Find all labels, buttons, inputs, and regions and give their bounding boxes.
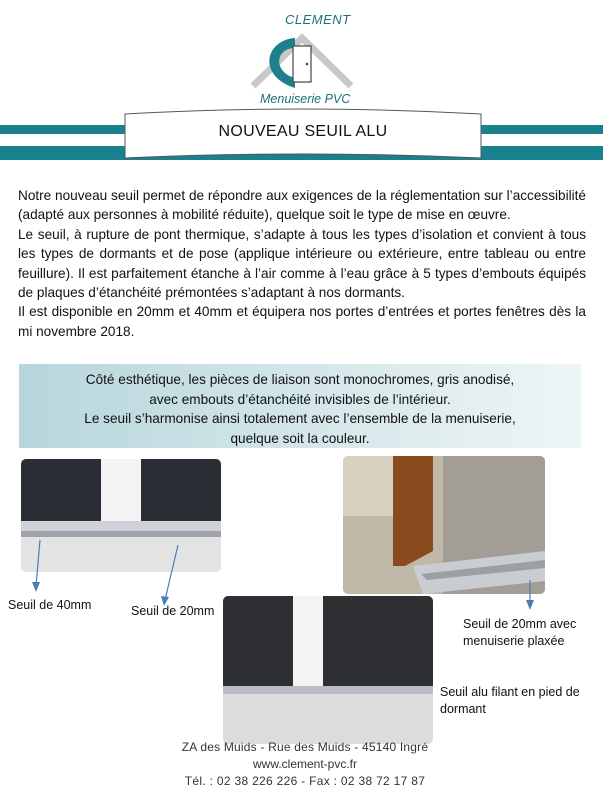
caption-plaxee-1: Seuil de 20mm avec [463, 617, 577, 631]
callout-line: Le seuil s’harmonise ainsi totalement avec l’ensemble de la menuiserie, [84, 411, 516, 426]
caption-40mm: Seuil de 40mm [8, 598, 92, 612]
footer-website: www.clement-pvc.fr [252, 757, 358, 771]
paragraph: Le seuil, à rupture de pont thermique, s’adapte à tous les types d’isolation et convient à tous les types de dormants et de pose (applique intérieure ou extérieure, entre tableau ou entre feuillure). Il est parfaitement étanche à l’air comme à l’eau grâce à 5 types d’embouts équipés de plaques d’étanchéité prémontées s’adaptant à nos dormants. [18, 226, 586, 301]
callout-line: avec embouts d’étanchéité invisibles de l’intérieur. [149, 391, 451, 407]
callout-line: Côté esthétique, les pièces de liaison sont monochromes, gris anodisé, [85, 372, 515, 387]
footer-address: ZA des Muids - Rue des Muids - 45140 Ingré [181, 740, 429, 754]
callout-line: quelque soit la couleur. [230, 430, 370, 446]
footer-phone: Tél. : 02 38 226 226 - Fax : 02 38 72 17 87 [184, 774, 426, 788]
logo-tagline: Menuiserie PVC [260, 92, 351, 106]
caption-filant-1: Seuil alu filant en pied de [440, 685, 580, 699]
logo-brand: CLEMENT [285, 12, 351, 27]
caption-plaxee-2: menuiserie plaxée [463, 634, 565, 648]
caption-filant-2: dormant [440, 702, 486, 716]
page-title: NOUVEAU SEUIL ALU [218, 123, 388, 140]
paragraph: Il est disponible en 20mm et 40mm et équipera nos portes d’entrées et portes fenêtres dès la mi novembre 2018. [18, 304, 586, 339]
caption-20mm: Seuil de 20mm [131, 604, 215, 618]
paragraph: Notre nouveau seuil permet de répondre aux exigences de la réglementation sur l’accessibilité (adapté aux personnes à mobilité réduite), quelque soit le type de mise en œuvre. [18, 188, 586, 223]
